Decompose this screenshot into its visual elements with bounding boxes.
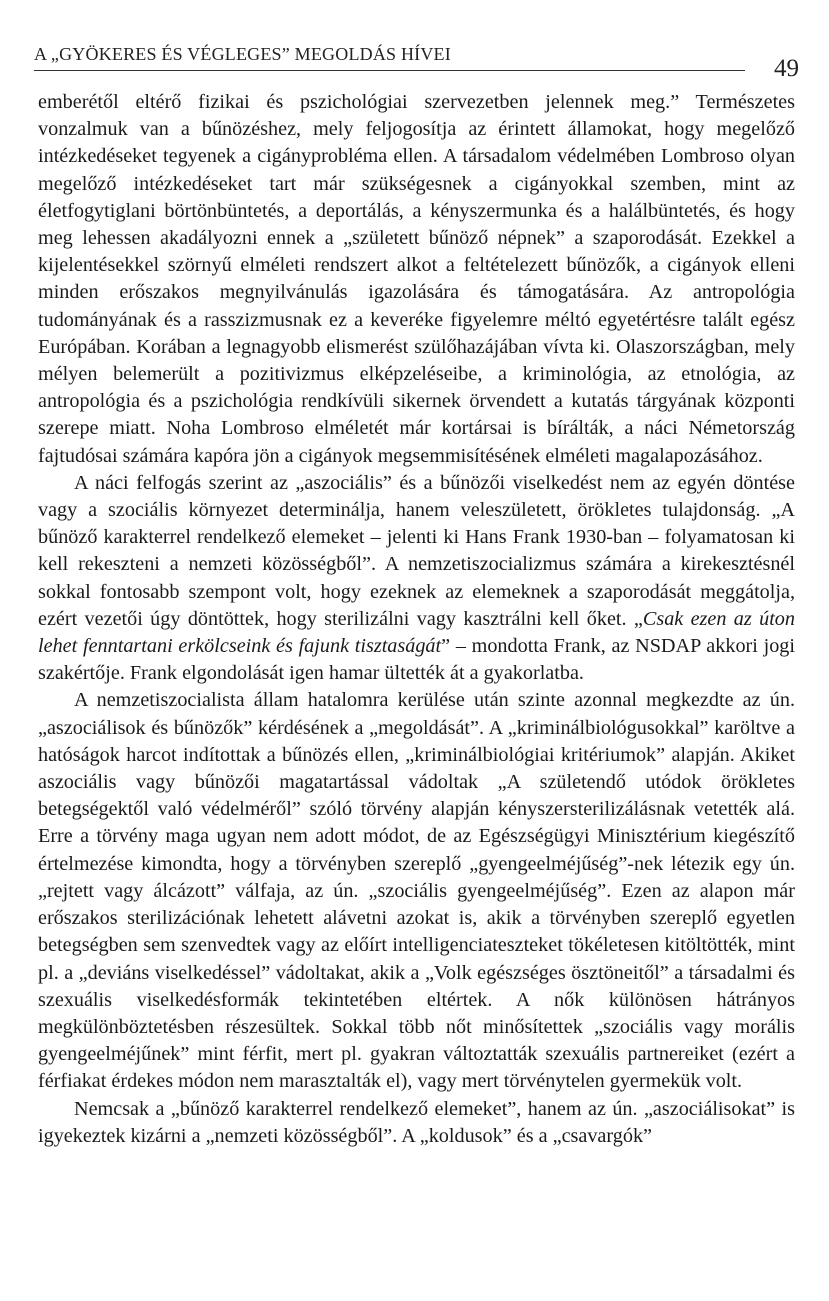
paragraph-1: emberétől eltérő fizikai és pszichológiai szervezetben jelennek meg.” Természetes vonzalmuk van a bűnözéshez, mely feljogosítja az érintett államokat, hogy megelőző intézkedéseket tegyenek a cigányprobléma ellen. A társadalom védelmében Lombroso olyan megelőző intézkedéseket tart már szükségesnek a cigányokkal szemben, mint az életfogytiglani börtönbüntetés, a deportálás, a kényszermunka és a halálbüntetés, és hogy meg lehessen akadályozni ennek a „született bűnöző népnek” a szaporodását. Ezekkel a kijelentésekkel szörnyű elméleti rendszert alkot a feltételezett bűnözők, a cigányok elleni minden erőszakos megnyilvánulás igazolására és támogatására. Az antropológia tudományának és a rasszizmusnak ez a keveréke figyelemre méltó egyetértésre talált egész Európában. Korában a legnagyobb elismerést szülőhazájában vívta ki. Olaszországban, mely mélyen belemerült a pozitivizmus elképzeléseibe, a kriminológia, az etnológia, az antropológia és a pszichológia rendkívüli sikernek örvendett a kutatás tárgyának központi szerepe miatt. Noha Lombroso elméletét már kortársai is bírálták, a náci Németország fajtudósai számára kapóra jön a cigányok megsemmisítésének elméleti magalapozásához. — [38, 91, 795, 467]
running-header: A „GYÖKERES ÉS VÉGLEGES” MEGOLDÁS HÍVEI — [34, 44, 451, 64]
paragraph-2-text-a: A náci felfogás szerint az „aszociális” és a bűnözői viselkedést nem az egyén döntése vagy a szociális környezet determinálja, hanem veleszületett, örökletes tulajdonság. „A bűnöző karakterrel rendelkező elemeket – jelenti ki Hans Frank 1930-ban – folyamatosan ki kell rekeszteni a nemzeti közösségből”. A nemzetiszocializmus számára a kirekesztésnél sokkal fontosabb szempont volt, hogy ezeknek az elemeknek a szaporodását meggátolja, ezért vezetői úgy döntöttek, hogy sterilizálni vagy kasztrálni kell őket. „ — [38, 471, 795, 630]
header-rule — [34, 70, 745, 71]
frank-quote-italic: Csak ezen az úton lehet fenntartani erkölcseink és fajunk tisztaságát — [38, 607, 795, 658]
paragraph-4: Nemcsak a „bűnöző karakterrel rendelkező elemeket”, hanem az ún. „aszociálisokat” is igyekeztek kizárni a „nemzeti közösségből”. A „koldusok” és a „csavargók” — [38, 1097, 795, 1147]
paragraph-2 — [38, 470, 795, 688]
paragraph-2-text-b: ” – mondotta Frank, az NSDAP akkori jogi szakértője. Frank elgondolását igen hamar ültették át a gyakorlatba. — [38, 635, 795, 685]
paragraph-3: A nemzetiszocialista állam hatalomra kerülése után szinte azonnal megkezdte az ún. „aszociálisok és bűnözők” kérdésének a „megoldását”. A „kriminálbiológusokkal” karöltve a hatóságok harcot indítottak a bűnözés ellen, „kriminálbiológiai kritériumok” alapján. Akiket aszociális vagy bűnözői magatartással vádoltak „A születendő utódok örökletes betegségektől való védelméről” szóló törvény alapján kényszersterilizálásnak vetették alá. Erre a törvény maga ugyan nem adott módot, de az Egészségügyi Minisztérium kiegészítő értelmezése kimondta, hogy a törvényben szereplő „gyengeelméjűség”-nek létezik egy ún. „rejtett vagy álcázott” válfaja, az ún. „szociális gyengeelméjűség”. Ezen az alapon már erőszakos sterilizációnak lehetett alávetni azokat is, akik a törvényben szereplő egyetlen betegségben sem szenvedtek vagy az előírt intelligenciateszteket tökéletesen kitöltötték, mint pl. a „deviáns viselkedéssel” vádoltakat, akik a „Volk egészséges ösztöneitől” a társadalmi és szexuális viselkedésformák tekintetében eltértek. A nők különösen hátrányos megkülönböztetésben részesültek. Sokkal több nőt minősítettek „szociális vagy morális gyengeelméjűnek” mint férfit, mert pl. gyakran változtatták szexuális partnereiket (ezért a férfiakat érdekes módon nem marasztalták el), vagy mert törvénytelen gyermekük volt. — [38, 689, 795, 1093]
body-text — [38, 89, 795, 1150]
page-number: 49 — [774, 55, 799, 82]
